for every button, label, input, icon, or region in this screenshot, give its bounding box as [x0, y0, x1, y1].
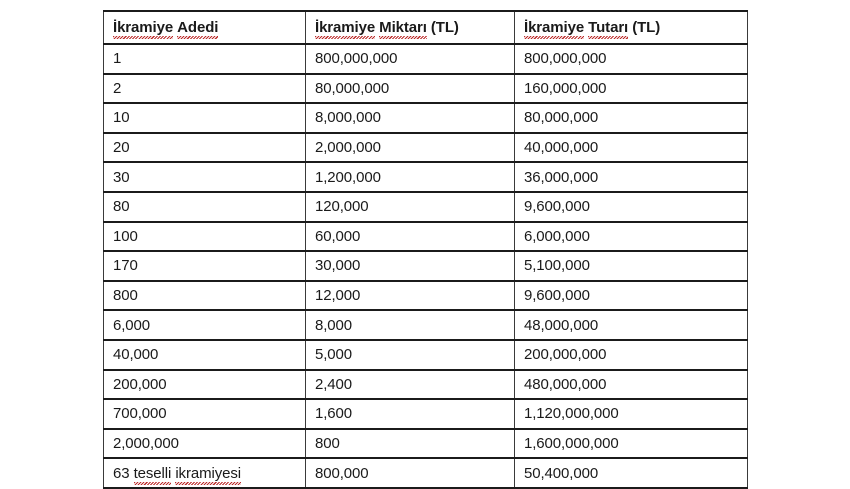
cell-miktar: 800	[306, 429, 515, 459]
cell-tutar: 1,600,000,000	[515, 429, 748, 459]
table-row	[104, 458, 748, 488]
cell-tutar: 6,000,000	[515, 222, 748, 252]
table-row	[104, 222, 748, 252]
cell-miktar: 800,000	[306, 458, 515, 488]
cell-adet	[104, 340, 306, 370]
table-row	[104, 429, 748, 459]
word: 63	[113, 464, 130, 482]
cell-adet	[104, 162, 306, 192]
word: 10	[113, 109, 130, 127]
cell-tutar: 40,000,000	[515, 133, 748, 163]
table-row	[104, 74, 748, 104]
word: 200,000	[113, 375, 167, 393]
cell-adet	[104, 281, 306, 311]
column-header-miktar	[306, 11, 515, 44]
spellcheck-word: teselli	[133, 464, 172, 482]
cell-tutar: 9,600,000	[515, 281, 748, 311]
word: 2,000,000	[113, 435, 179, 453]
spellcheck-word: İkramiye	[315, 19, 376, 36]
cell-adet	[104, 103, 306, 133]
cell-tutar: 5,100,000	[515, 251, 748, 281]
cell-miktar: 1,200,000	[306, 162, 515, 192]
word: (TL)	[430, 19, 459, 36]
word: (TL)	[632, 19, 661, 36]
table-row	[104, 103, 748, 133]
table-header	[104, 11, 748, 44]
cell-adet	[104, 399, 306, 429]
word: 100	[113, 227, 138, 245]
cell-tutar: 1,120,000,000	[515, 399, 748, 429]
table-row	[104, 251, 748, 281]
spellcheck-word: Miktarı	[379, 19, 427, 36]
cell-miktar: 800,000,000	[306, 44, 515, 74]
cell-adet	[104, 44, 306, 74]
table-body	[104, 44, 748, 488]
word: 6,000	[113, 316, 151, 334]
cell-tutar: 36,000,000	[515, 162, 748, 192]
cell-miktar: 30,000	[306, 251, 515, 281]
word: 800	[113, 287, 138, 305]
cell-tutar: 9,600,000	[515, 192, 748, 222]
cell-adet	[104, 222, 306, 252]
cell-miktar: 120,000	[306, 192, 515, 222]
table-row	[104, 340, 748, 370]
column-header-adet	[104, 11, 306, 44]
table-header-row	[104, 11, 748, 44]
word: 2	[113, 79, 122, 97]
column-header-tutar	[515, 11, 748, 44]
cell-adet	[104, 310, 306, 340]
prize-table-container	[103, 10, 747, 489]
cell-tutar: 160,000,000	[515, 74, 748, 104]
cell-miktar: 5,000	[306, 340, 515, 370]
cell-miktar: 80,000,000	[306, 74, 515, 104]
prize-table	[103, 10, 748, 489]
table-row	[104, 162, 748, 192]
table-row	[104, 399, 748, 429]
cell-adet	[104, 370, 306, 400]
word: 20	[113, 139, 130, 157]
word: 170	[113, 257, 138, 275]
table-row	[104, 370, 748, 400]
cell-adet	[104, 133, 306, 163]
cell-adet	[104, 458, 306, 488]
word: 700,000	[113, 405, 167, 423]
table-row	[104, 192, 748, 222]
cell-adet	[104, 251, 306, 281]
cell-miktar: 8,000	[306, 310, 515, 340]
word: 80	[113, 198, 130, 216]
cell-miktar: 12,000	[306, 281, 515, 311]
table-row	[104, 133, 748, 163]
cell-miktar: 2,000,000	[306, 133, 515, 163]
cell-miktar: 8,000,000	[306, 103, 515, 133]
spellcheck-word: İkramiye	[524, 19, 585, 36]
table-row	[104, 310, 748, 340]
cell-tutar: 50,400,000	[515, 458, 748, 488]
spellcheck-word: Adedi	[177, 19, 219, 36]
spellcheck-word: ikramiyesi	[175, 464, 241, 482]
cell-miktar: 2,400	[306, 370, 515, 400]
cell-tutar: 200,000,000	[515, 340, 748, 370]
word: 40,000	[113, 346, 159, 364]
cell-adet	[104, 192, 306, 222]
cell-adet	[104, 74, 306, 104]
cell-tutar: 480,000,000	[515, 370, 748, 400]
table-row	[104, 281, 748, 311]
word: 30	[113, 168, 130, 186]
cell-adet	[104, 429, 306, 459]
spellcheck-word: Tutarı	[588, 19, 629, 36]
word: 1	[113, 50, 122, 68]
cell-miktar: 60,000	[306, 222, 515, 252]
spellcheck-word: İkramiye	[113, 19, 174, 36]
cell-miktar: 1,600	[306, 399, 515, 429]
cell-tutar: 800,000,000	[515, 44, 748, 74]
cell-tutar: 48,000,000	[515, 310, 748, 340]
table-row	[104, 44, 748, 74]
cell-tutar: 80,000,000	[515, 103, 748, 133]
